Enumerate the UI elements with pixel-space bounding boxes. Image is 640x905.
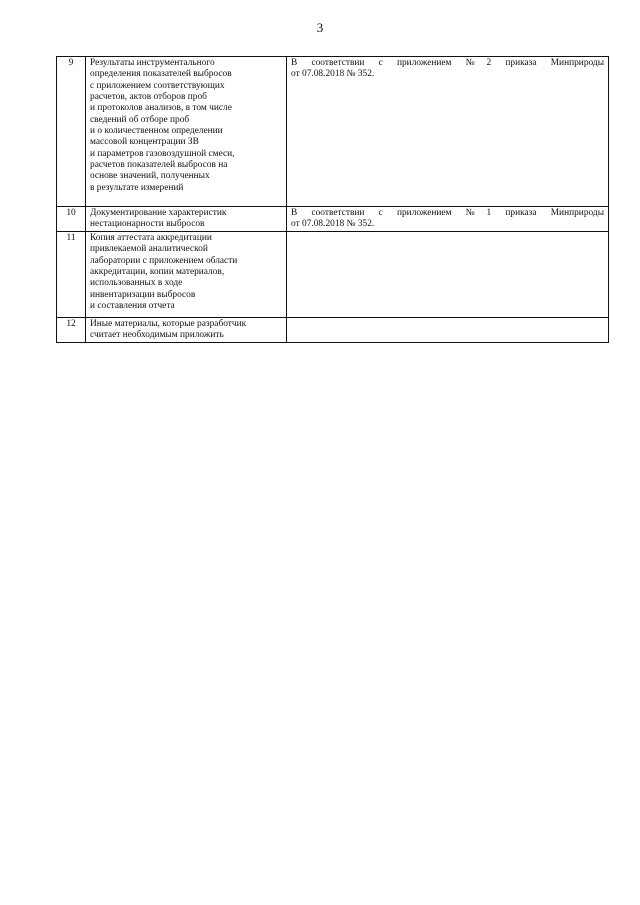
row-description: Иные материалы, которые разработчик считает необходимым приложить — [86, 318, 287, 343]
row-description: Результаты инструментального определения показателей выбросов с приложением соответствующих расчетов, актов отборов проб и протоколов анализов, в том числе сведений об отборе проб и о количественном определении массовой концентрации ЗВ и параметров газовоздушной смеси, расчетов показателей выбросов на основе значений, полученных в результате измерений — [86, 57, 287, 207]
row-description: Документирование характеристик нестационарности выбросов — [86, 207, 287, 232]
row-number: 9 — [57, 57, 86, 207]
row-number: 11 — [57, 232, 86, 318]
row-description: Копия аттестата аккредитации привлекаемой аналитической лаборатории с приложением области аккредитации, копии материалов, использованных в ходе инвентаризации выбросов и составления отчета — [86, 232, 287, 318]
row-reference — [287, 207, 609, 232]
table-row — [57, 207, 609, 232]
page-number: 3 — [316, 20, 324, 35]
documents-table — [56, 56, 609, 343]
table-row — [57, 57, 609, 207]
reference-line-2: от 07.08.2018 № 352. — [291, 219, 375, 230]
row-number: 10 — [57, 207, 86, 232]
table-row — [57, 232, 609, 318]
row-reference — [287, 232, 609, 318]
reference-line-1: В соответствии с приложением №2 приказа Минприроды — [291, 58, 604, 68]
table-row — [57, 318, 609, 343]
row-reference — [287, 318, 609, 343]
row-number: 12 — [57, 318, 86, 343]
row-reference — [287, 57, 609, 207]
reference-line-2: от 07.08.2018 № 352. — [291, 69, 375, 80]
reference-line-1: В соответствии с приложением №1 приказа Минприроды — [291, 208, 604, 218]
